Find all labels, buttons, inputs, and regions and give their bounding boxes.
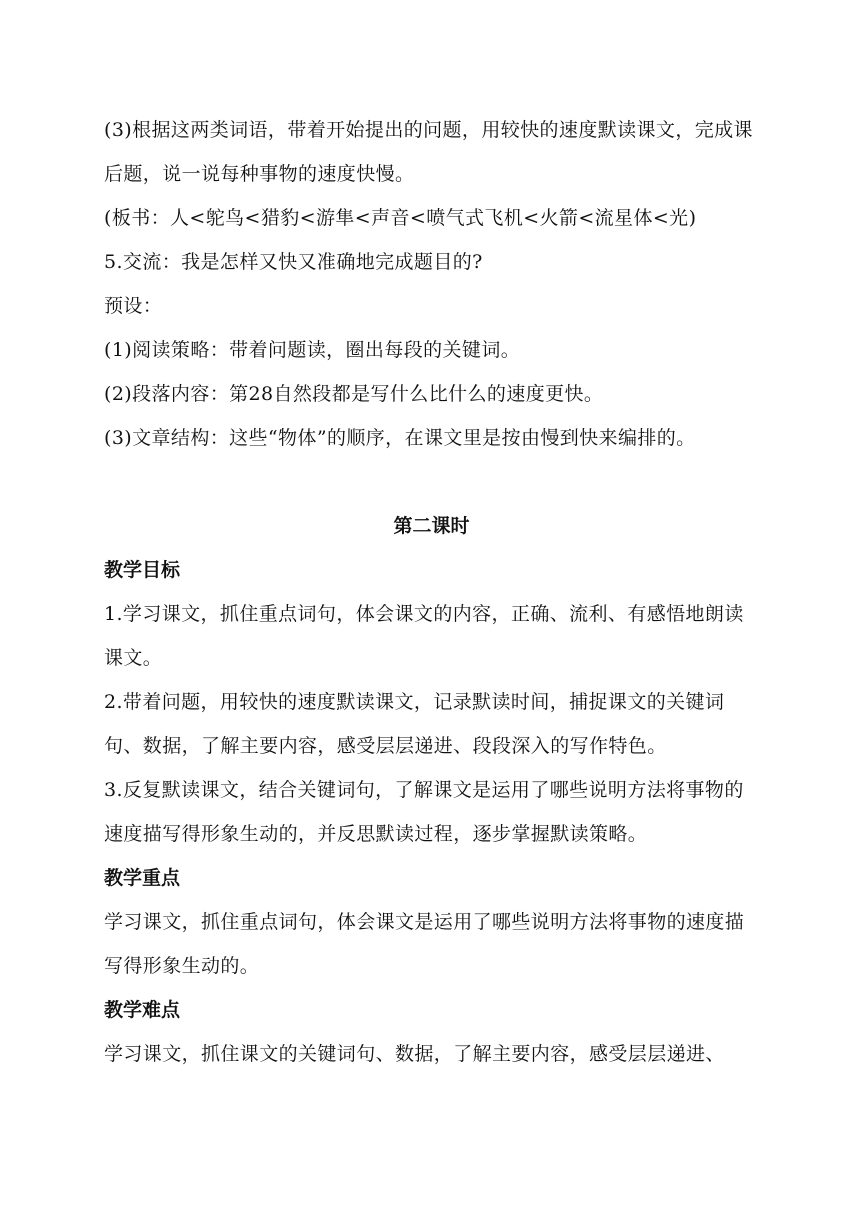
goal-item-3: 3.反复默读课文，结合关键词句，了解课文是运用了哪些说明方法将事物的速度描写得形象生动的，并反思默读过程，逐步掌握默读策略。	[104, 779, 744, 845]
key-points-text: 学习课文，抓住重点词句，体会课文是运用了哪些说明方法将事物的速度描写得形象生动的。	[104, 911, 745, 977]
key-points-heading: 教学重点	[104, 867, 181, 889]
section-gap	[104, 460, 759, 504]
paragraph-reading-strategy: (1)阅读策略：带着问题读，圈出每段的关键词。	[104, 339, 521, 361]
difficulties-heading: 教学难点	[104, 999, 181, 1021]
goal-item-2: 2.带着问题，用较快的速度默读课文，记录默读时间，捕捉课文的关键词句、数据，了解主要内容，感受层层递进、段段深入的写作特色。	[104, 691, 725, 757]
document-content	[104, 108, 759, 1076]
goals-heading: 教学目标	[104, 559, 181, 581]
section-title: 第二课时	[393, 515, 470, 537]
paragraph-preset: 预设：	[104, 295, 163, 317]
paragraph-content: (2)段落内容：第28自然段都是写什么比什么的速度更快。	[104, 383, 604, 405]
paragraph-blackboard: (板书：人<鸵鸟<猎豹<游隼<声音<喷气式飞机<火箭<流星体<光)	[104, 207, 697, 229]
paragraph-step-3: (3)根据这两类词语，带着开始提出的问题，用较快的速度默读课文，完成课后题，说一说每种事物的速度快慢。	[104, 119, 753, 185]
paragraph-exchange: 5.交流：我是怎样又快又准确地完成题目的?	[104, 251, 483, 273]
difficulties-text: 学习课文，抓住课文的关键词句、数据，了解主要内容，感受层层递进、	[104, 1043, 725, 1065]
paragraph-structure: (3)文章结构：这些“物体”的顺序，在课文里是按由慢到快来编排的。	[104, 427, 696, 449]
goal-item-1: 1.学习课文，抓住重点词句，体会课文的内容，正确、流利、有感悟地朗读课文。	[104, 603, 744, 669]
